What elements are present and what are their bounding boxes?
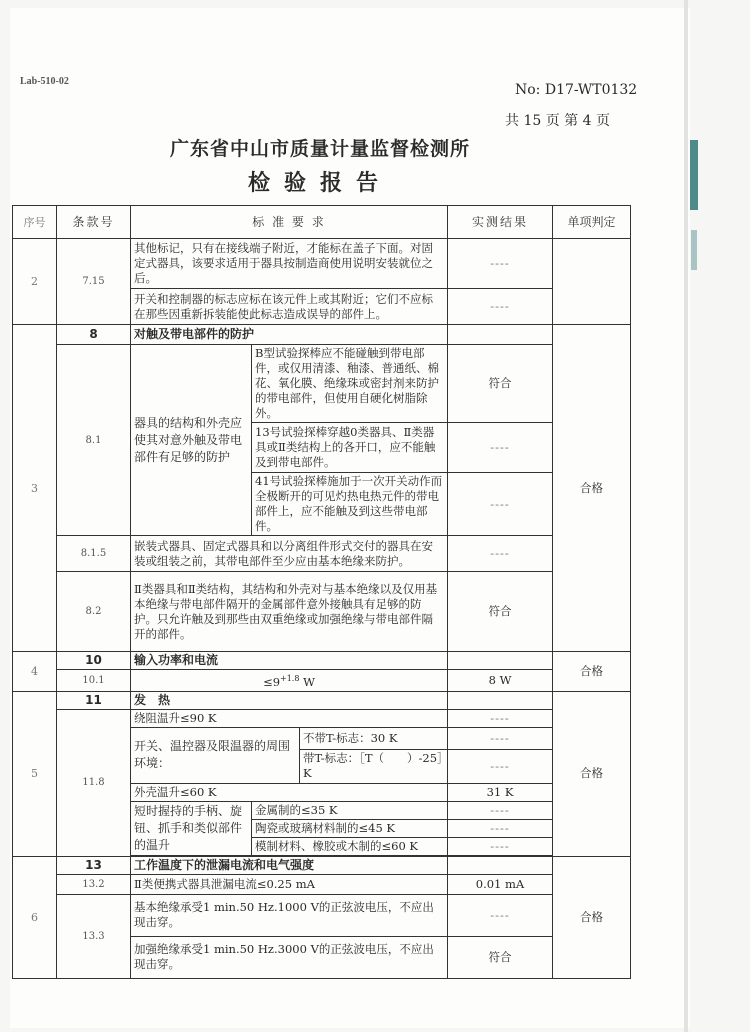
requirement-text: 加强绝缘承受1 min.50 Hz.3000 V的正弦波电压，不应出现击穿。 — [131, 936, 448, 978]
section-number: 10 — [57, 652, 131, 670]
header-result: 实测结果 — [448, 206, 553, 239]
result-value: 符合 — [448, 936, 553, 978]
header-requirement: 标 准 要 求 — [131, 206, 448, 239]
verdict-cell — [553, 239, 631, 325]
empty-cell — [448, 691, 553, 709]
seal-stamp — [690, 240, 704, 360]
section-title: 工作温度下的泄漏电流和电气强度 — [131, 856, 448, 874]
section-row — [13, 325, 631, 345]
requirement-text: 模制材料、橡胶或木制的≤60 K — [252, 837, 448, 855]
verdict-value: 合格 — [553, 691, 631, 856]
section-number: 8 — [57, 325, 131, 345]
result-value: ---- — [448, 536, 553, 572]
header-clause: 条款号 — [57, 206, 131, 239]
power-limit: ≤9 — [263, 674, 281, 689]
verdict-value: 合格 — [553, 652, 631, 692]
header-verdict: 单项判定 — [553, 206, 631, 239]
section-number: 13 — [57, 856, 131, 874]
table-row — [13, 670, 631, 692]
result-value: ---- — [448, 239, 553, 289]
table-row — [13, 894, 631, 936]
result-value: ---- — [448, 801, 553, 819]
requirement-label: 短时握持的手柄、旋钮、抓手和类似部件的温升 — [131, 801, 252, 855]
requirement-text: 带T-标志：［T（ ）-25］K — [300, 749, 448, 783]
requirement-text: Ⅱ类器具和Ⅱ类结构，其结构和外壳对与基本绝缘以及仅用基本绝缘与带电部件隔开的金属部件意外接触具有足够的防护。只允许触及到那些由双重绝缘或加强绝缘与带电部件隔开的部件。 — [131, 572, 448, 652]
section-title: 发 热 — [131, 691, 448, 709]
result-value: ---- — [448, 894, 553, 936]
binding-strip — [690, 140, 698, 210]
result-value: ---- — [448, 473, 553, 536]
table-header-row — [13, 206, 631, 239]
result-value: ---- — [448, 819, 553, 837]
result-value: ---- — [448, 749, 553, 783]
result-value: 符合 — [448, 345, 553, 423]
clause-number: 13.2 — [57, 874, 131, 894]
section-row — [13, 856, 631, 874]
requirement-text — [131, 670, 448, 692]
row-seq: 3 — [13, 325, 57, 652]
section-title: 输入功率和电流 — [131, 652, 448, 670]
requirement-text: 绕阻温升≤90 K — [131, 709, 448, 727]
empty-cell — [448, 325, 553, 345]
report-number: No: D17-WT0132 — [515, 82, 638, 98]
verdict-value: 合格 — [553, 856, 631, 978]
table-row — [13, 709, 631, 727]
table-row — [13, 874, 631, 894]
result-value: ---- — [448, 709, 553, 727]
row-seq: 4 — [13, 652, 57, 692]
requirement-text: 41号试验探棒施加于一次开关动作而全极断开的可见灼热电热元件的带电部件上，应不能触及到这些带电部件。 — [252, 473, 448, 536]
result-value: 0.01 mA — [448, 874, 553, 894]
section-row — [13, 691, 631, 709]
section-number: 11 — [57, 691, 131, 709]
report-title: 检验报告 — [247, 171, 392, 196]
clause-number: 7.15 — [57, 239, 131, 325]
section-row — [13, 652, 631, 670]
result-value: 符合 — [448, 572, 553, 652]
row-seq: 5 — [13, 691, 57, 856]
requirement-text: 不带T-标志：30 K — [300, 727, 448, 749]
table-row — [13, 239, 631, 289]
section-title: 对触及带电部件的防护 — [131, 325, 448, 345]
requirement-text: 其他标记，只有在接线端子附近，才能标在盖子下面。对固定式器具，该要求适用于器具按制造商使用说明安装就位之后。 — [131, 239, 448, 289]
requirement-text: Ⅱ类便携式器具泄漏电流≤0.25 mA — [131, 874, 448, 894]
table-row — [13, 572, 631, 652]
organization-name: 广东省中山市质量计量监督检测所 — [169, 138, 470, 160]
page-edge — [684, 0, 688, 1032]
power-tolerance: +1.8 — [280, 674, 300, 683]
clause-number: 8.2 — [57, 572, 131, 652]
result-value: ---- — [448, 289, 553, 325]
requirement-text: 陶瓷或玻璃材料制的≤45 K — [252, 819, 448, 837]
requirement-text: 金属制的≤35 K — [252, 801, 448, 819]
result-value: 8 W — [448, 670, 553, 692]
requirement-label: 开关、温控器及限温器的周围环境： — [131, 727, 300, 783]
verdict-value: 合格 — [553, 325, 631, 652]
requirement-text: 13号试验探棒穿越0类器具、Ⅱ类器具或Ⅱ类结构上的各开口，应不能触及到带电部件。 — [252, 423, 448, 473]
requirement-text: 开关和控制器的标志应标在该元件上或其附近；它们不应标在那些因重新拆装能使此标志造成误导的部件上。 — [131, 289, 448, 325]
requirement-text: 嵌装式器具、固定式器具和以分离组件形式交付的器具在安装或组装之前，其带电部件至少应由基本绝缘来防护。 — [131, 536, 448, 572]
clause-number: 11.8 — [57, 709, 131, 856]
requirement-text: B型试验探棒应不能碰触到带电部件，或仅用清漆、釉漆、普通纸、棉花、氧化膜、绝缘珠或密封剂来防护的带电部件，但使用自硬化树脂除外。 — [252, 345, 448, 423]
table-row — [13, 536, 631, 572]
header-seq: 序号 — [13, 206, 57, 239]
page-info: 共 15 页 第 4 页 — [505, 113, 610, 129]
requirement-text: 基本绝缘承受1 min.50 Hz.1000 V的正弦波电压，不应出现击穿。 — [131, 894, 448, 936]
result-value: 31 K — [448, 783, 553, 801]
requirement-label: 器具的结构和外壳应使其对意外触及带电部件有足够的防护 — [131, 345, 252, 536]
empty-cell — [448, 856, 553, 874]
table-row — [13, 345, 631, 423]
power-unit: W — [299, 674, 315, 689]
row-seq: 2 — [13, 239, 57, 325]
inspection-table — [12, 205, 631, 979]
clause-number: 8.1.5 — [57, 536, 131, 572]
result-value: ---- — [448, 727, 553, 749]
clause-number: 13.3 — [57, 894, 131, 978]
result-value: ---- — [448, 837, 553, 855]
empty-cell — [448, 652, 553, 670]
lab-code: Lab-510-02 — [20, 76, 69, 87]
result-value: ---- — [448, 423, 553, 473]
clause-number: 8.1 — [57, 345, 131, 536]
clause-number: 10.1 — [57, 670, 131, 692]
requirement-text: 外壳温升≤60 K — [131, 783, 448, 801]
row-seq: 6 — [13, 856, 57, 978]
